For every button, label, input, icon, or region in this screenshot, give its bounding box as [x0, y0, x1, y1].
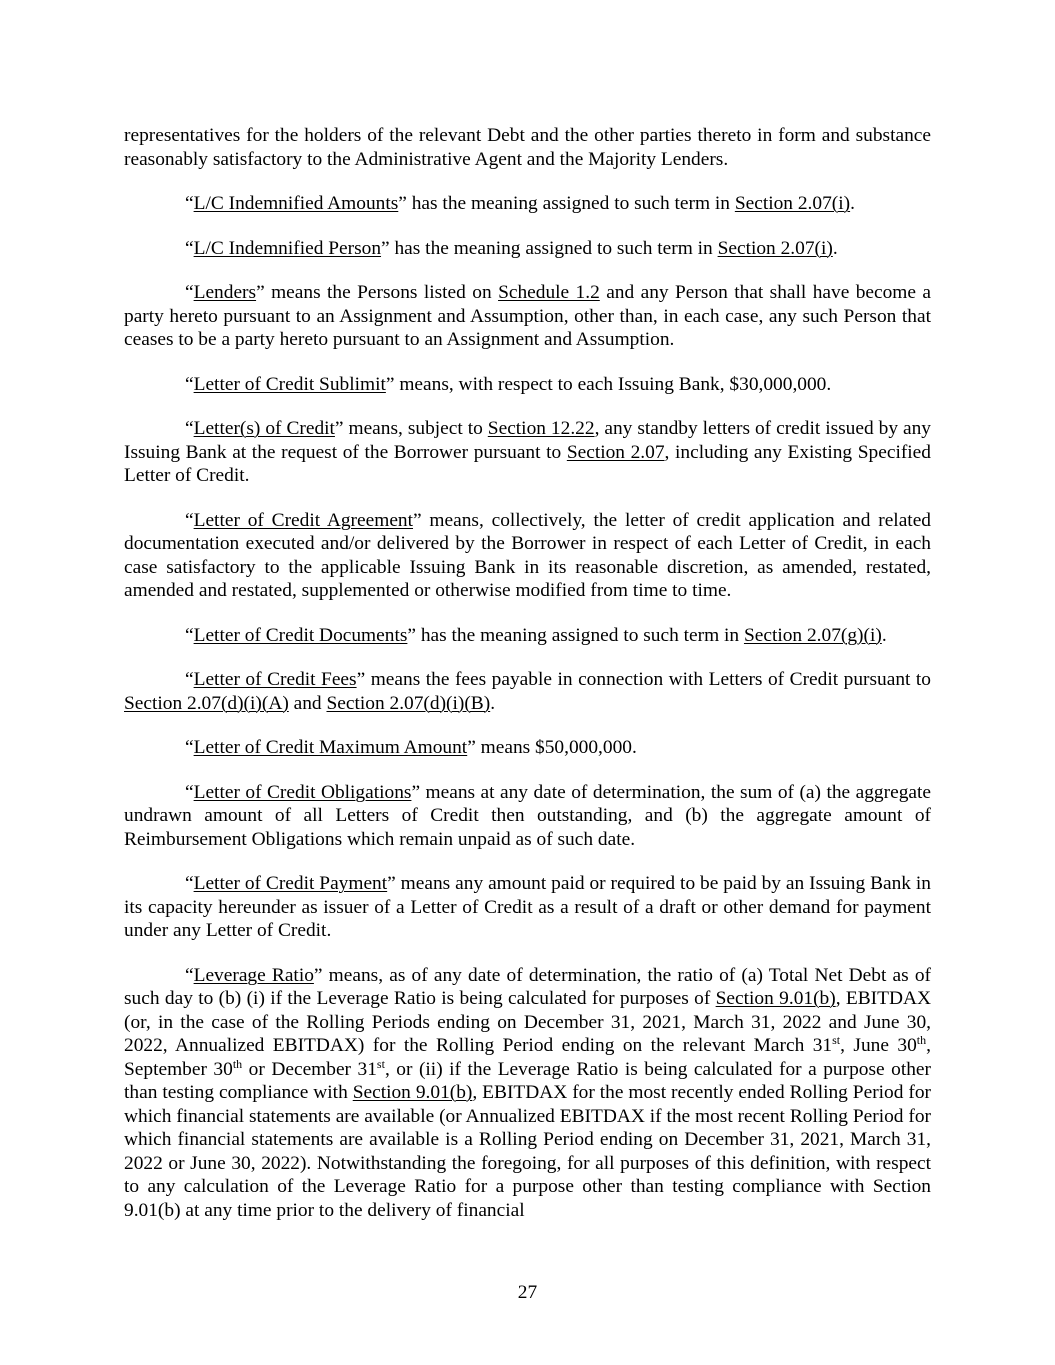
cross-reference-term: Section 2.07 — [566, 441, 665, 463]
ordinal-superscript: th — [916, 1033, 927, 1047]
definition-lc-indemnified-amounts — [124, 192, 931, 216]
cross-reference-term: Letter of Credit Agreement — [193, 509, 414, 531]
ordinal-superscript: st — [832, 1033, 841, 1047]
text-run: “ — [185, 781, 194, 803]
page-number: 27 — [517, 1282, 538, 1303]
cross-reference-term: Letter of Credit Maximum Amount — [193, 737, 468, 758]
ordinal-superscript: st — [376, 1056, 385, 1071]
text-run: , June 30 — [840, 1035, 917, 1056]
cross-reference-term: Letter of Credit Documents — [193, 624, 408, 646]
text-run: . — [832, 237, 838, 259]
text-run: and — [288, 692, 327, 714]
definition-letters-of-credit — [124, 417, 931, 488]
cross-reference-term: Letter of Credit Obligations — [193, 781, 412, 803]
cross-reference-term: Schedule 1.2 — [498, 282, 600, 303]
text-run: ” has the meaning assigned to such term in — [398, 193, 735, 214]
cross-reference-term: Letter of Credit Sublimit — [193, 373, 386, 395]
text-run: , EBITDAX for the most recently ended Rolling Period for which financial statements are available (or Annualized EBITDAX if the most recent Rolling Period for which financial statements are available is a Rolling Period ending on December 31, 2021, March 31, 2022 or June 30, 2022). Notwithstanding the foregoing, for all purposes of this definition, with respect to any calculation of the Leverage Ratio for a purpose other than testing compliance with Section 9.01(b) at any time prior to the delivery of financial — [124, 1082, 931, 1221]
cross-reference-term: L/C Indemnified Amounts — [193, 193, 399, 214]
text-run: “ — [185, 873, 194, 894]
text-run: “ — [185, 737, 194, 758]
cross-reference-term: Section 2.07(d)(i)(B) — [326, 692, 491, 714]
text-run: ” has the meaning assigned to such term in — [407, 624, 744, 646]
cross-reference-term: Section 12.22 — [487, 418, 595, 439]
text-run: and any Person that shall have become a party hereto pursuant to an Assignment and Assumption, other than, in each case, any such Person that ceases to be a party hereto pursuant to an Assignment and Assumption. — [124, 282, 932, 350]
text-run: ” means, subject to — [334, 418, 488, 439]
text-run: ” means, with respect to each Issuing Bank, $30,000,000. — [385, 373, 832, 395]
cross-reference-term: L/C Indemnified Person — [193, 237, 382, 259]
cross-reference-term: Section 9.01(b) — [715, 988, 836, 1009]
text-run: “ — [185, 282, 194, 303]
text-run: or December 31 — [242, 1058, 377, 1080]
definition-letter-of-credit-sublimit — [124, 373, 931, 397]
cross-reference-term: Letter of Credit Payment — [193, 873, 388, 894]
definition-lenders — [124, 281, 931, 352]
text-run: . — [850, 193, 855, 214]
text-run: , including any Existing Specified Letter of Credit. — [124, 441, 931, 486]
definition-letter-of-credit-payment — [124, 872, 931, 943]
definition-letter-of-credit-fees — [124, 668, 931, 715]
text-run: “ — [185, 373, 194, 395]
text-run: ” means, as of any date of determination, the ratio of (a) Total Net Debt as of such day to (b) (i) if the Leverage Ratio is being calculated for purposes of — [124, 964, 931, 1009]
text-run: representatives for the holders of the relevant Debt and the other parties thereto in form and substance reasonably satisfactory to the Administrative Agent and the Majority Lenders. — [124, 125, 931, 170]
cross-reference-term: Leverage Ratio — [193, 964, 314, 986]
text-run: , September 30 — [124, 1035, 931, 1080]
text-run: . — [490, 692, 496, 714]
text-run: ” has the meaning assigned to such term in — [381, 237, 718, 259]
text-run: , any standby letters of credit issued by any Issuing Bank at the request of the Borrower pursuant to — [124, 418, 932, 463]
document-body — [124, 124, 931, 1243]
text-run: ” means any amount paid or required to be paid by an Issuing Bank in its capacity hereunder as issuer of a Letter of Credit as a result of a draft or other demand for payment under any Letter of Credit. — [124, 873, 932, 941]
definition-letter-of-credit-agreement — [124, 509, 931, 603]
paragraph-continuation — [124, 124, 931, 171]
cross-reference-term: Letter(s) of Credit — [193, 418, 335, 439]
text-run: “ — [185, 193, 194, 214]
text-run: ” means $50,000,000. — [467, 737, 637, 758]
definition-letter-of-credit-obligations — [124, 781, 931, 852]
text-run: “ — [185, 964, 194, 986]
text-run: ” means, collectively, the letter of credit application and related documentation executed and/or delivered by the Borrower in respect of each Letter of Credit, in each case satisfactory to the applicable Issuing Bank in its reasonable discretion, as amended, restated, amended and restated, supplemented or otherwise modified from time to time. — [124, 509, 931, 601]
cross-reference-term: Lenders — [193, 282, 257, 303]
text-run: “ — [185, 418, 194, 439]
text-run: “ — [185, 669, 194, 690]
ordinal-superscript: th — [232, 1056, 243, 1071]
text-run: “ — [185, 509, 194, 531]
cross-reference-term: Section 2.07(i) — [734, 193, 851, 214]
cross-reference-term: Section 2.07(g)(i) — [743, 624, 882, 646]
text-run: “ — [185, 237, 194, 259]
definition-letter-of-credit-maximum-amount — [124, 736, 931, 760]
text-run: , or (ii) if the Leverage Ratio is being calculated for a purpose other than testing compliance with — [124, 1058, 931, 1103]
cross-reference-term: Section 2.07(i) — [717, 237, 833, 259]
cross-reference-term: Section 9.01(b) — [352, 1082, 473, 1103]
text-run: ” means the fees payable in connection with Letters of Credit pursuant to — [356, 669, 931, 690]
definition-letter-of-credit-documents — [124, 624, 931, 648]
definition-lc-indemnified-person — [124, 237, 931, 261]
text-run: ” means at any date of determination, the sum of (a) the aggregate undrawn amount of all Letters of Credit then outstanding, and (b) the aggregate amount of Reimbursement Obligations which remain unpaid as of such date. — [124, 781, 931, 850]
cross-reference-term: Section 2.07(d)(i)(A) — [124, 692, 289, 714]
definition-leverage-ratio — [124, 964, 931, 1223]
text-run: “ — [185, 624, 194, 646]
text-run: ” means the Persons listed on — [256, 282, 499, 303]
text-run: , EBITDAX (or, in the case of the Rolling Periods ending on December 31, 2021, March 31, 2022 and June 30, 2022, Annualized EBITDAX) for the Rolling Period ending on the relevant March 31 — [124, 988, 931, 1056]
text-run: . — [881, 624, 887, 646]
cross-reference-term: Letter of Credit Fees — [193, 669, 357, 690]
